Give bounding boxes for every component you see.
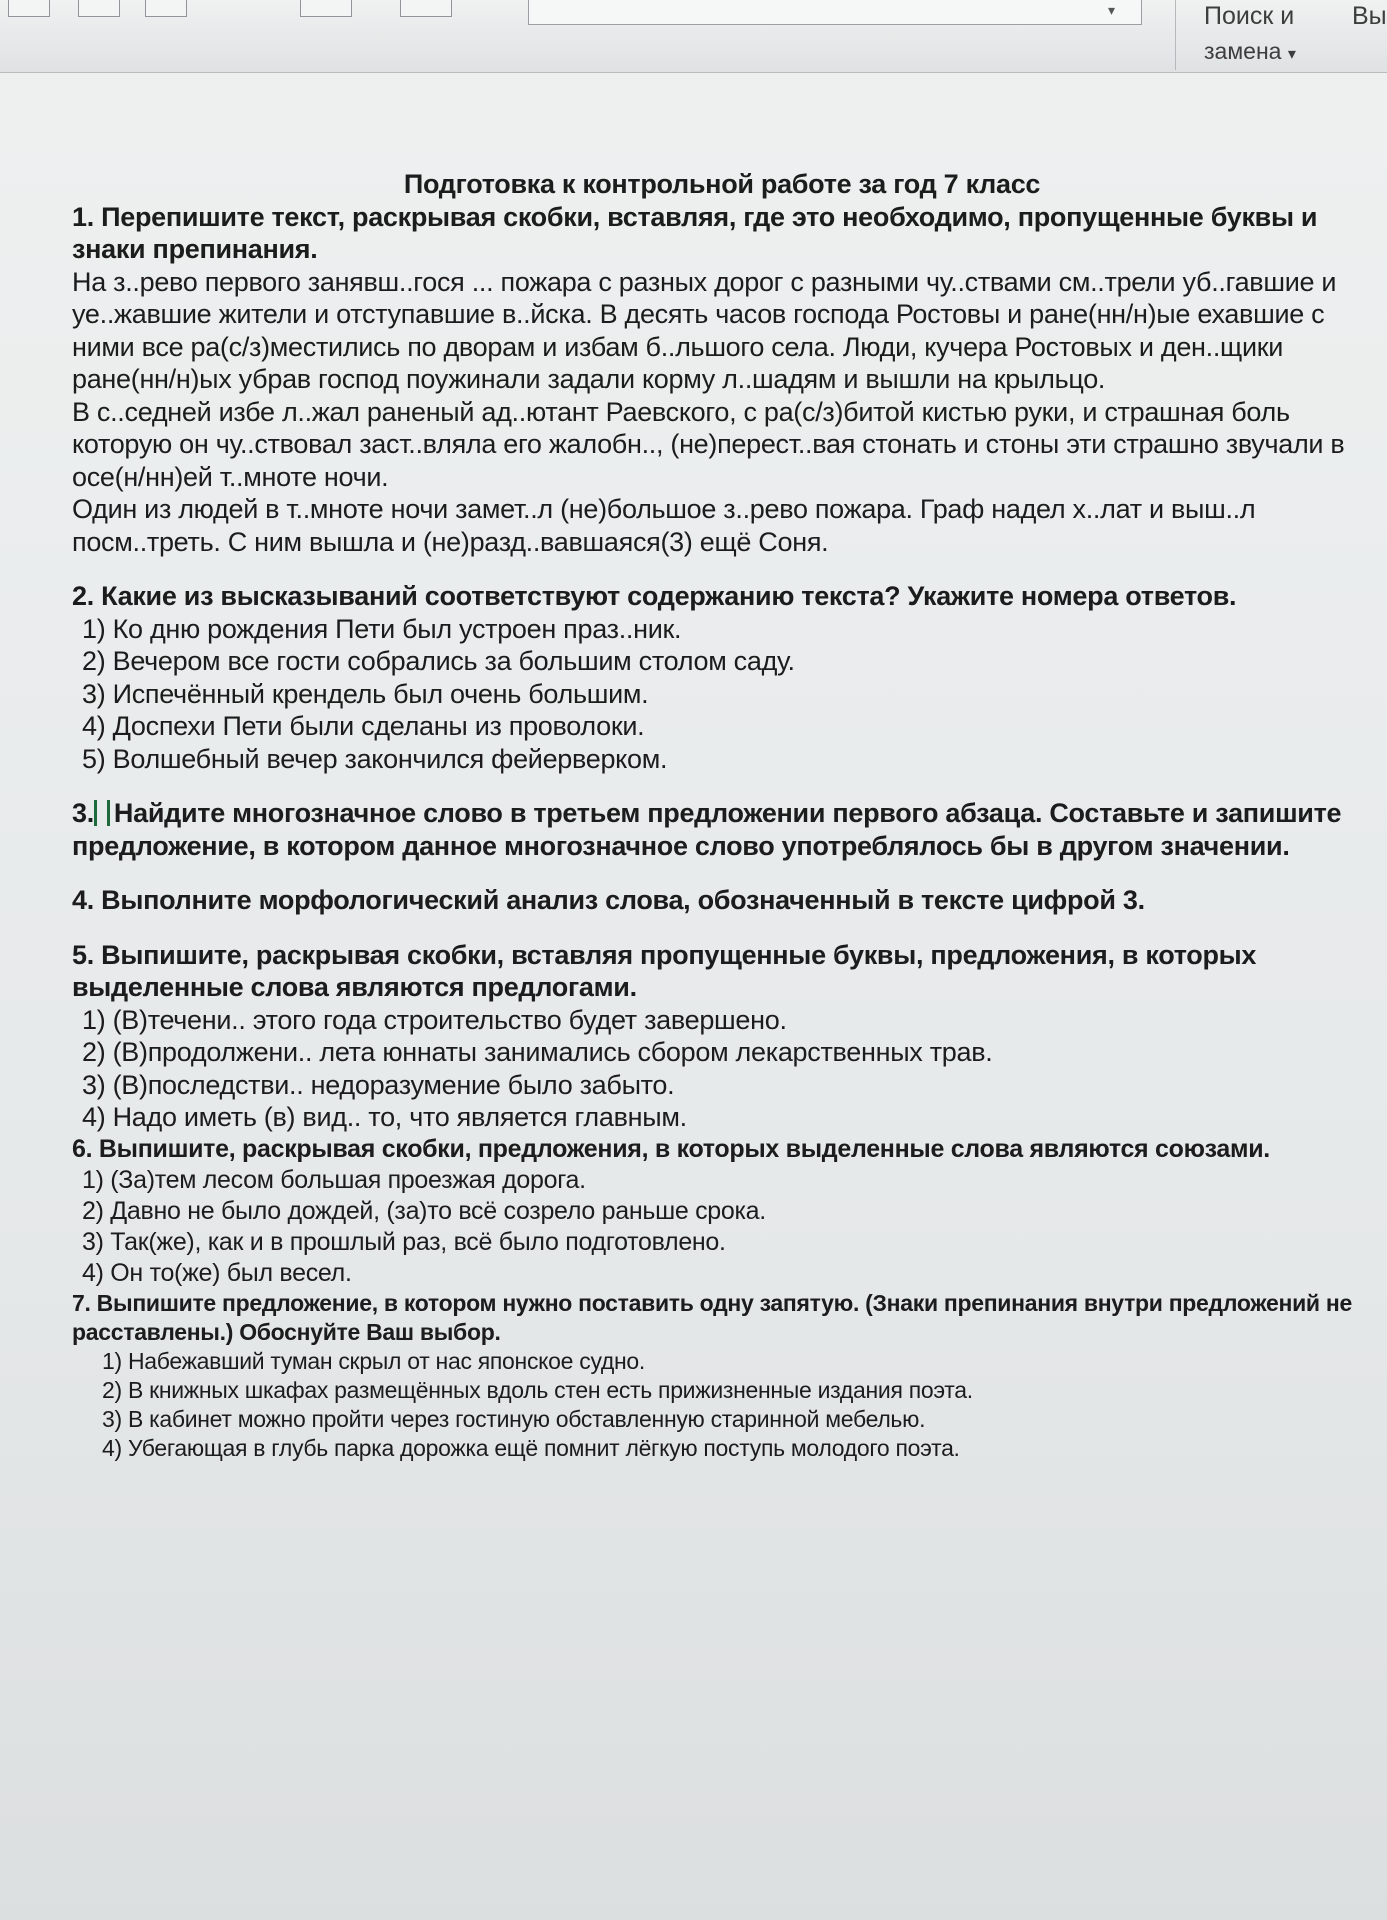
list-item: 4) Убегающая в глубь парка дорожка ещё помнит лёгкую поступь молодого поэта. xyxy=(102,1434,960,1461)
list-item: 4) Он то(же) был весел. xyxy=(82,1258,352,1287)
select-button[interactable]: Вы xyxy=(1352,2,1387,30)
task-4-heading: 4. Выполните морфологический анализ слова, обозначенный в тексте цифрой 3. xyxy=(72,885,1145,915)
task-6-heading: 6. Выпишите, раскрывая скобки, предложения, в которых выделенные слова являются союзами. xyxy=(72,1134,1270,1163)
list-item: 1) (В)течени.. этого года строительство будет завершено. xyxy=(82,1004,787,1035)
list-item: 2) (В)продолжени.. лета юннаты занимались сбором лекарственных трав. xyxy=(82,1037,993,1067)
list-item: 1) (За)тем лесом большая проезжая дорога. xyxy=(82,1165,586,1194)
task-5-list xyxy=(72,1004,1352,1134)
chevron-down-icon: ▾ xyxy=(1287,46,1296,63)
word-ribbon xyxy=(0,0,1387,73)
list-item: 2) Вечером все гости собрались за большим столом саду. xyxy=(82,646,795,676)
search-replace-button[interactable] xyxy=(1175,0,1336,70)
task-1-heading: 1. Перепишите текст, раскрывая скобки, вставляя, где это необходимо, пропущенные буквы и знаки препинания. xyxy=(72,201,1318,264)
list-item: 3) (В)последстви.. недоразумение было забыто. xyxy=(82,1069,675,1100)
list-item: 1) Ко дню рождения Пети был устроен праз..ник. xyxy=(82,613,682,644)
list-item: 2) В книжных шкафах размещённых вдоль стен есть прижизненные издания поэта. xyxy=(102,1376,973,1403)
list-item: 4) Доспехи Пети были сделаны из проволоки. xyxy=(82,711,645,741)
line-spacing-button[interactable] xyxy=(145,0,187,17)
task-1-paragraph-1: На з..рево первого занявш..гося ... пожара с разных дорог с разными чу..ствами см..трели уб..гавшие и уе..жавшие жители и отступавшие в..йска. В десять часов господа Ростовы и ране(нн/н)ые ехавшие с ними все ра(с/з)местились по дворам и избам б..льшого села. Люди, кучера Ростовых и ден..щики ране(нн/н)ых убрав господ поужинали задали корму л..шадям и вышли на крыльцо. xyxy=(72,266,1337,394)
text-cursor-icon xyxy=(94,800,110,826)
search-replace-label-1: Поиск и xyxy=(1204,2,1295,30)
shading-button[interactable] xyxy=(300,0,352,17)
task-2-heading: 2. Какие из высказываний соответствуют содержанию текста? Укажите номера ответов. xyxy=(72,581,1237,611)
task-5-heading: 5. Выпишите, раскрывая скобки, вставляя пропущенные буквы, предложения, в которых выделенные слова являются предлогами. xyxy=(72,939,1257,1002)
list-item: 3) Так(же), как и в прошлый раз, всё было подготовлено. xyxy=(82,1227,726,1256)
list-item: 4) Надо иметь (в) вид.. то, что является главным. xyxy=(82,1102,687,1132)
styles-gallery-arrow-icon[interactable]: ▾ xyxy=(1108,2,1116,18)
task-1-paragraph-3: Один из людей в т..мноте ночи замет..л (не)большое з..рево пожара. Граф надел х..лат и выш..л посм..треть. С ним вышла и (не)разд..вавшаяся(3) ещё Соня. xyxy=(72,494,1256,557)
list-item: 5) Волшебный вечер закончился фейерверком. xyxy=(82,743,668,774)
task-2-list xyxy=(72,613,1352,776)
list-item: 3) Испечённый крендель был очень большим. xyxy=(82,678,649,709)
borders-button[interactable] xyxy=(400,0,452,17)
page-title: Подготовка к контрольной работе за год 7 класс xyxy=(403,169,1041,199)
task-3-number: 3. xyxy=(72,798,94,828)
ribbon-tool-button[interactable] xyxy=(8,0,50,17)
task-7-list xyxy=(72,1347,1352,1463)
task-7-heading: 7. Выпишите предложение, в котором нужно поставить одну запятую. (Знаки препинания внутри предложений не расставлены.) Обоснуйте Ваш выбор. xyxy=(72,1289,1352,1345)
task-1-paragraph-2: В с..седней избе л..жал раненый ад..ютант Раевского, с ра(с/з)битой кистью руки, и страшная боль которую он чу..ствовал заст..вляла его жалобн.., (не)перест..вая стонать и стоны эти страшно звучали в осе(н/нн)ей т..мноте ночи. xyxy=(72,396,1345,492)
list-item: 3) В кабинет можно пройти через гостиную обставленную старинной мебелью. xyxy=(102,1405,926,1432)
document-body[interactable] xyxy=(72,168,1352,1463)
indent-button[interactable] xyxy=(78,0,120,17)
search-replace-label-2: замена ▾ xyxy=(1204,38,1296,64)
list-item: 1) Набежавший туман скрыл от нас японское судно. xyxy=(102,1347,645,1374)
task-6-list xyxy=(72,1165,1352,1289)
document-page[interactable] xyxy=(0,73,1387,1920)
task-3-text: Найдите многозначное слово в третьем предложении первого абзаца. Составьте и запишите предложение, в котором данное многозначное слово употреблялось бы в другом значении. xyxy=(72,798,1342,861)
task-3-heading xyxy=(72,797,1352,862)
styles-gallery[interactable] xyxy=(528,0,1142,25)
list-item: 2) Давно не было дождей, (за)то всё созрело раньше срока. xyxy=(82,1196,766,1225)
